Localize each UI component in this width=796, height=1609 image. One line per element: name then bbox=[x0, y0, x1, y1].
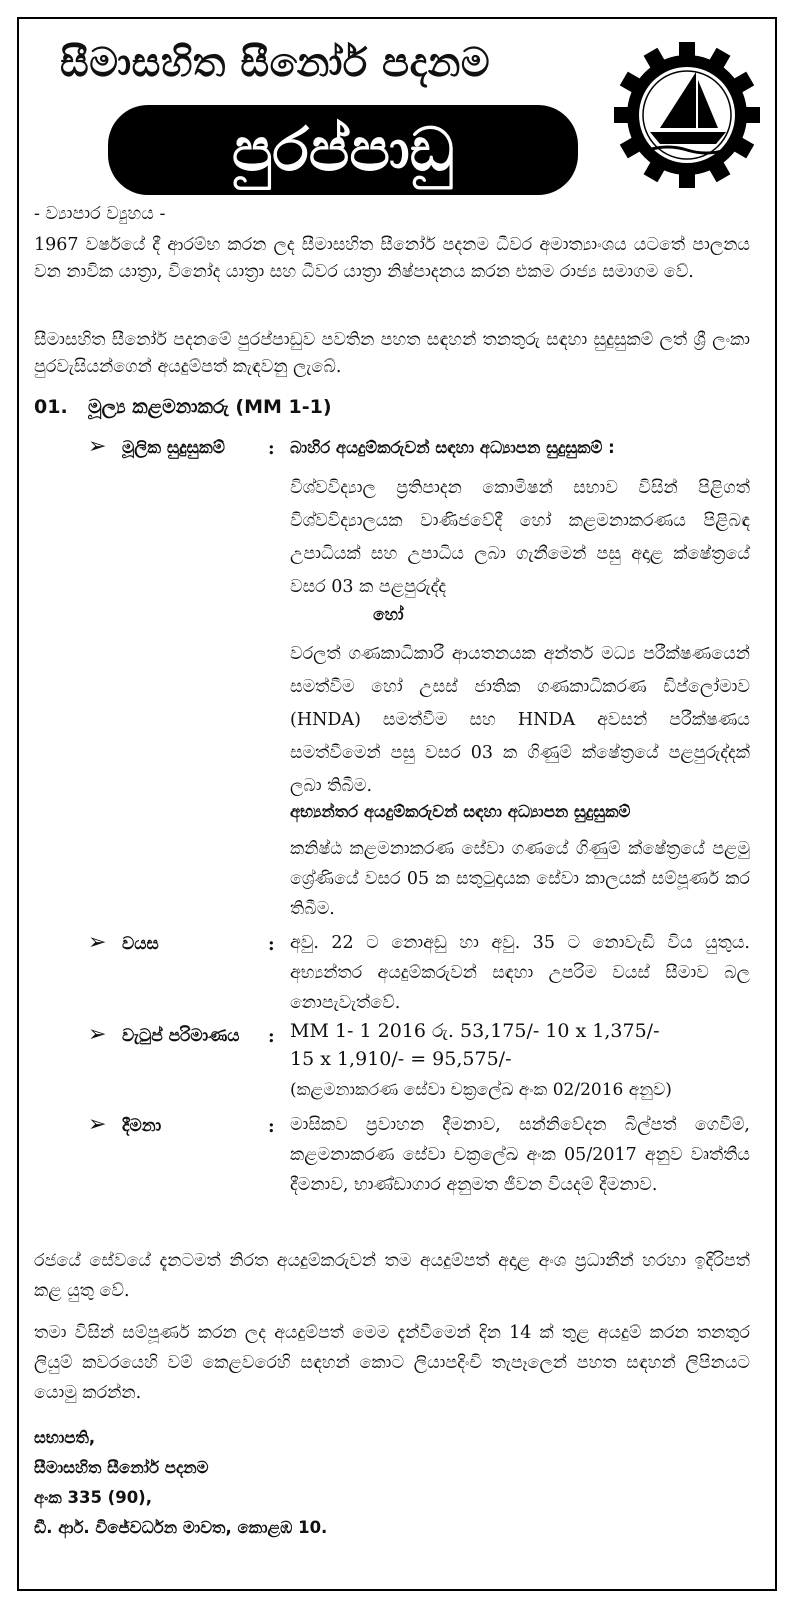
basic-qualifications-label: මූලික සුදුසුකම් bbox=[122, 438, 225, 458]
footer-paragraph-1: රජයේ සේවයේ දැනටමත් නිරත අයදුම්කරුවන් තම අයදුම්පත් අදාළ අංශ ප්‍රධානීන් හරහා ඉදිරිපත් කළ යුතු වේ. bbox=[34, 1251, 750, 1301]
external-qualifications-heading: බාහිර අයදුම්කරුවන් සඳහා අධ්‍යාපන සුදුසුකම් : bbox=[290, 438, 615, 457]
salary-scale-line-2: 15 x 1,910/- = 95,575/- bbox=[290, 1048, 512, 1070]
business-structure-heading: - ව්‍යාපාර ව්‍යුහය - bbox=[34, 204, 166, 224]
internal-qualifications-heading: අභ්‍යන්තර අයදුම්කරුවන් සඳහා අධ්‍යාපන සුදුසුකම් bbox=[290, 802, 631, 821]
salary-circular-note: (කළමනාකරණ සේවා චක්‍රලේඛ අංක 02/2016 අනුව) bbox=[290, 1080, 672, 1100]
intro-paragraph-2: සීමාසහිත සීනෝර් පදනමේ පුරප්පාඩුව පවතින පහත සඳහන් තනතුරු සඳහා සුදුසුකම් ලත් ශ්‍රී ලංකා පුරවැසියන්ගෙන් අයදුම්පත් කැඳවනු ලැබේ. bbox=[34, 330, 750, 377]
address-line-number: අංක 335 (90), bbox=[34, 1488, 152, 1507]
address-line-chairman: සභාපති, bbox=[34, 1428, 96, 1447]
sailboat-gear-logo-icon bbox=[612, 40, 762, 190]
label-colon: : bbox=[268, 1116, 275, 1137]
intro-paragraph-1: 1967 වර්ෂයේ දී ආරම්භ කරන ලද සීමාසහිත සීනෝර් පදනම ධීවර අමාත්‍යාංශය යටතේ පාලනය වන නාවික යාත්‍රා, විනෝද යාත්‍රා සහ ධීවර යාත්‍රා නිෂ්පාදනය කරන එකම රාජ්‍ය සමාගම වේ. bbox=[34, 235, 750, 282]
footer-paragraph-2: තමා විසින් සම්පූර්ණ කරන ලද අයදුම්පත් මෙම දැන්වීමෙන් දින 14 ක් තුළ අයදුම් කරන තනතුර ලියුම් කවරයෙහි වම් කෙළවරෙහි සඳහන් කොට ලියාපදිංචි තැපෑලෙන් පහත සඳහන් ලිපිනයට යොමු කරන්න. bbox=[34, 1323, 750, 1403]
or-separator: හෝ bbox=[373, 605, 404, 625]
address-line-street: ඩී. ආර්. විජේවර්ධන මාවත, කොළඹ 10. bbox=[34, 1518, 328, 1537]
post-title: මූල්‍ය කළමනාකරු (MM 1-1) bbox=[88, 396, 332, 418]
external-qualification-2: වරලත් ගණකාධිකාරී ආයතනයක අන්තර් මධ්‍ය පරීක්ෂණයෙන් සමත්වීම හෝ උසස් ජාතික ගණකාධිකරණ ඩිප්ලෝමාව (HNDA) සමත්වීම සහ HNDA අවසන් පරීක්ෂණය සමත්වීමෙන් පසු වසර 03 ක ගිණුම් ක්ෂේත්‍රයේ පළපුරුද්දක් ලබා තිබීම. bbox=[290, 644, 750, 796]
bullet-arrow-icon: ➢ bbox=[88, 930, 107, 955]
age-label: වයස bbox=[122, 934, 159, 954]
internal-qualification-1: කනිෂ්ඨ කළමනාකරණ සේවා ගණයේ ගිණුම් ක්ෂේත්‍රයේ පළමු ශ්‍රේණියේ වසර 05 ක සතුටුදායක සේවා කාලයක් සම්පූර්ණ කර තිබීම. bbox=[290, 839, 750, 919]
allowances-text: මාසිකව ප්‍රවාහන දීමනාව, සන්නිවේදන බිල්පත් ගෙවීම්, කළමනාකරණ සේවා චක්‍රලේඛ අංක 05/2017 අනුව වෘත්තීය දීමනාව, භාණ්ඩාගාර අනුමත ජීවන වියදම් දීමනාව. bbox=[290, 1115, 750, 1195]
allowances-label: දීමනා bbox=[122, 1116, 162, 1136]
label-colon: : bbox=[268, 934, 275, 955]
salary-scale-label: වැටුප් පරිමාණය bbox=[122, 1026, 240, 1046]
age-requirement: අවු. 22 ට නොඅඩු හා අවු. 35 ට නොවැඩි විය යුතුය. අභ්‍යන්තර අයදුම්කරුවන් සඳහා උපරිම වයස් සීමාව බල නොපැවැත්වේ. bbox=[290, 933, 750, 1013]
external-qualification-1: විශ්වවිද්‍යාල ප්‍රතිපාදන කොමිෂන් සභාව විසින් පිළිගත් විශ්වවිද්‍යාලයක වාණිජවේදී හෝ කළමනාකරණය පිළිබඳ උපාධියක් සහ උපාධිය ලබා ගැනීමෙන් පසු අදාළ ක්ෂේත්‍රයේ වසර 03 ක පළපුරුද්ද bbox=[290, 478, 750, 597]
label-colon: : bbox=[268, 438, 275, 459]
address-line-organization: සීමාසහිත සීනෝර් පදනම bbox=[34, 1458, 209, 1477]
organization-title: සීමාසහිත සීනෝර් පදනම bbox=[60, 40, 491, 86]
salary-scale-line-1: MM 1- 1 2016 රු. 53,175/- 10 x 1,375/- bbox=[290, 1020, 660, 1042]
bullet-arrow-icon: ➢ bbox=[88, 434, 107, 459]
bullet-arrow-icon: ➢ bbox=[88, 1022, 107, 1047]
post-number: 01. bbox=[34, 396, 68, 418]
bullet-arrow-icon: ➢ bbox=[88, 1112, 107, 1137]
vacancies-banner: පුරප්පාඩු bbox=[108, 105, 578, 195]
label-colon: : bbox=[268, 1026, 275, 1047]
